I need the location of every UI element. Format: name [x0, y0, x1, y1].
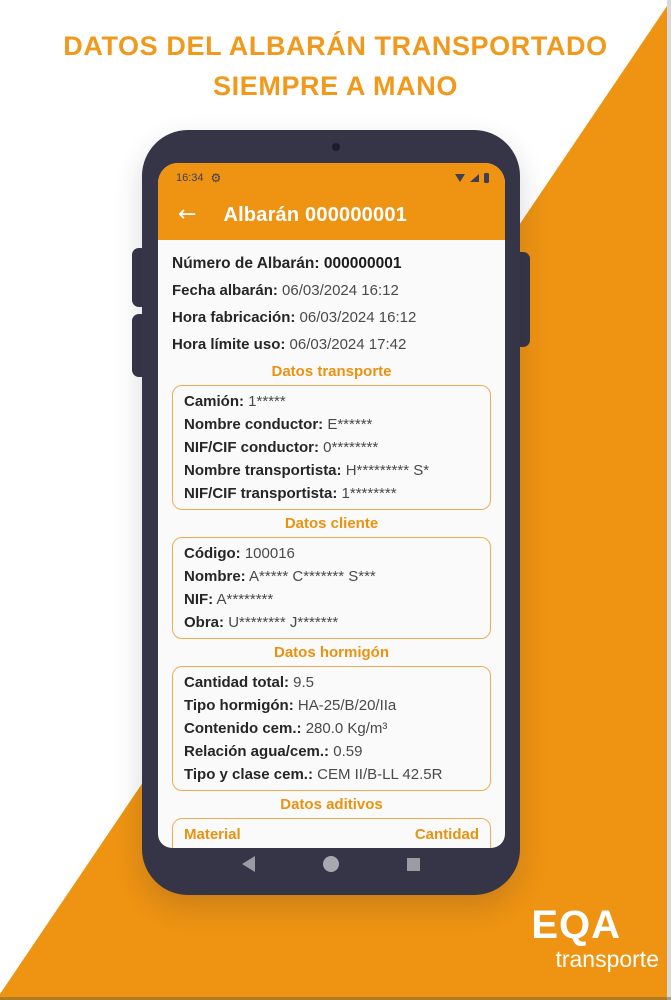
- field-value: 0.59: [333, 743, 363, 760]
- field-value: 1********: [341, 485, 397, 502]
- field-label: NIF/CIF transportista:: [184, 485, 338, 502]
- battery-icon: [484, 173, 489, 183]
- albaran-detail-content: [158, 240, 505, 848]
- info-row-hora-limite: [172, 331, 491, 358]
- aditivos-table-header: [184, 823, 479, 846]
- brand-logo: [531, 905, 659, 972]
- section-heading-hormigon: Datos hormigón: [274, 644, 389, 661]
- field-label: Obra:: [184, 614, 225, 631]
- card-datos-aditivos: [172, 818, 491, 848]
- card-datos-hormigon: [172, 666, 491, 791]
- field-value: A***** C******* S***: [249, 568, 376, 585]
- nav-recents-icon[interactable]: [407, 858, 420, 871]
- field-value: 0********: [323, 439, 379, 456]
- field-label: Contenido cem.:: [184, 720, 302, 737]
- back-arrow-icon[interactable]: ←: [178, 202, 197, 227]
- field-row: [184, 459, 479, 482]
- field-row: [184, 542, 479, 565]
- section-heading-aditivos: Datos aditivos: [280, 796, 383, 813]
- gear-icon: ⚙: [210, 170, 222, 185]
- field-row: [184, 436, 479, 459]
- field-label: NIF:: [184, 591, 214, 608]
- page-title-line1: DATOS DEL ALBARÁN TRANSPORTADO: [63, 31, 608, 61]
- field-label: Nombre transportista:: [184, 462, 342, 479]
- info-label: Hora fabricación:: [172, 309, 296, 326]
- field-row: [184, 763, 479, 786]
- phone-mockup: [142, 130, 520, 895]
- nav-back-icon[interactable]: [242, 856, 255, 872]
- field-label: Nombre conductor:: [184, 416, 324, 433]
- field-value: 9.5: [293, 674, 315, 691]
- status-bar: [158, 163, 505, 190]
- field-value: E******: [327, 416, 373, 433]
- right-edge-strip: [667, 0, 671, 1000]
- brand-logo-title: EQA: [531, 903, 621, 947]
- field-value: HA-25/B/20/IIa: [297, 697, 397, 714]
- field-value: 100016: [244, 545, 295, 562]
- camera-dot-icon: [332, 143, 340, 151]
- field-row: [184, 413, 479, 436]
- page-title-line2: SIEMPRE A MANO: [213, 71, 458, 101]
- wifi-icon: [455, 174, 465, 182]
- field-row: [184, 611, 479, 634]
- field-value: 280.0 Kg/m³: [305, 720, 388, 737]
- field-label: Tipo y clase cem.:: [184, 766, 313, 783]
- info-label: Fecha albarán:: [172, 282, 278, 299]
- field-row: [184, 588, 479, 611]
- info-label: Número de Albarán:: [172, 255, 320, 272]
- android-nav-bar: [142, 856, 520, 872]
- field-value: 1*****: [248, 393, 286, 410]
- info-value: 06/03/2024 16:12: [299, 309, 417, 326]
- info-row-hora-fabricacion: [172, 304, 491, 331]
- field-label: NIF/CIF conductor:: [184, 439, 319, 456]
- field-row: [184, 390, 479, 413]
- field-row: [184, 717, 479, 740]
- field-label: Cantidad total:: [184, 674, 289, 691]
- app-bar: [158, 190, 505, 240]
- info-value: 06/03/2024 17:42: [289, 336, 407, 353]
- column-header-material: Material: [184, 826, 241, 843]
- phone-screen: [158, 163, 505, 848]
- field-value: A********: [216, 591, 274, 608]
- field-value: U******** J*******: [228, 614, 339, 631]
- brand-logo-subtitle: transporte: [555, 946, 659, 972]
- column-header-cantidad: Cantidad: [414, 826, 479, 843]
- info-row-numero: [172, 250, 491, 277]
- status-time: 16:34: [176, 171, 204, 184]
- info-value: 06/03/2024 16:12: [282, 282, 399, 299]
- field-value: H********* S*: [345, 462, 430, 479]
- field-label: Relación agua/cem.:: [184, 743, 330, 760]
- section-heading-cliente: Datos cliente: [284, 515, 379, 532]
- info-label: Hora límite uso:: [172, 336, 286, 353]
- field-label: Nombre:: [184, 568, 246, 585]
- info-row-fecha: [172, 277, 491, 304]
- field-row: [184, 565, 479, 588]
- card-datos-transporte: [172, 385, 491, 510]
- card-datos-cliente: [172, 537, 491, 639]
- page-title: [0, 26, 671, 106]
- section-heading-transporte: Datos transporte: [271, 363, 392, 380]
- info-value: 000000001: [323, 255, 402, 272]
- nav-home-icon[interactable]: [323, 856, 339, 872]
- app-bar-title: Albarán 000000001: [223, 203, 407, 226]
- field-label: Tipo hormigón:: [184, 697, 294, 714]
- field-row: [184, 482, 479, 505]
- field-row: [184, 694, 479, 717]
- field-row: [184, 740, 479, 763]
- status-icons: [455, 173, 489, 183]
- field-row: [184, 671, 479, 694]
- field-value: CEM II/B-LL 42.5R: [317, 766, 443, 783]
- field-label: Código:: [184, 545, 241, 562]
- field-label: Camión:: [184, 393, 244, 410]
- signal-icon: [470, 174, 479, 182]
